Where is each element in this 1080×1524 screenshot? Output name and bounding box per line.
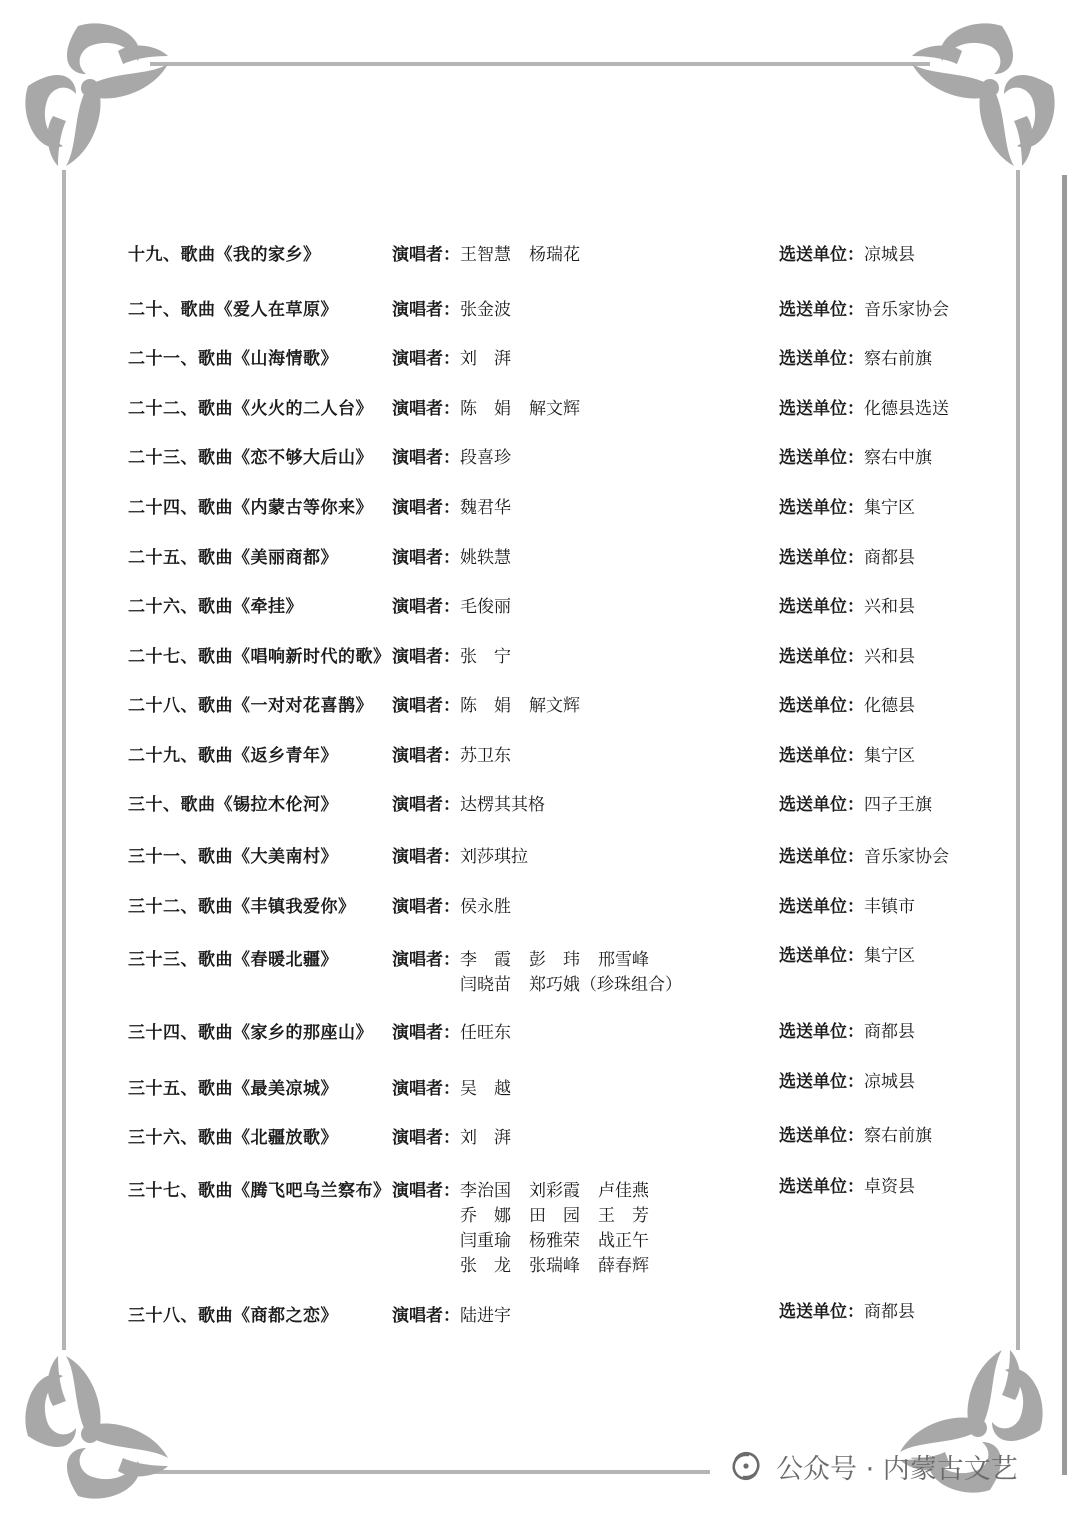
singer-label: 演唱者： xyxy=(392,548,460,568)
singer-names xyxy=(460,645,529,670)
singer-name: 段喜珍 xyxy=(460,448,511,468)
unit-field xyxy=(779,1300,915,1325)
unit-value: 凉城县 xyxy=(864,245,915,265)
unit-field xyxy=(779,1124,932,1149)
unit-field xyxy=(779,496,915,521)
singer-label: 演唱者： xyxy=(392,448,460,468)
singer-label: 演唱者： xyxy=(392,950,460,970)
unit-field xyxy=(779,694,915,719)
program-title: 三十六、歌曲《北疆放歌》 xyxy=(128,1128,338,1148)
unit-label: 选送单位： xyxy=(779,1302,864,1322)
program-title: 二十六、歌曲《牵挂》 xyxy=(128,597,303,617)
singer-name: 苏卫东 xyxy=(460,746,511,766)
unit-value: 音乐家协会 xyxy=(864,847,949,867)
unit-field xyxy=(779,744,915,769)
singer-name: 杨瑞花 xyxy=(529,245,580,265)
program-title: 三十七、歌曲《腾飞吧乌兰察布》 xyxy=(128,1181,391,1201)
singer-label: 演唱者： xyxy=(392,1181,460,1201)
singer-name: 刘彩霞 xyxy=(529,1181,580,1201)
program-title: 二十三、歌曲《恋不够大后山》 xyxy=(128,448,373,468)
singer-field xyxy=(392,1126,529,1151)
singer-name: 毛俊丽 xyxy=(460,597,511,617)
singer-names xyxy=(460,1077,529,1102)
singer-names xyxy=(460,595,529,620)
unit-value: 察右前旗 xyxy=(864,349,932,369)
singer-names xyxy=(460,845,546,870)
wechat-official-account-icon xyxy=(726,1449,766,1483)
singer-label: 演唱者： xyxy=(392,1306,460,1326)
watermark-text: 公众号 · 内蒙古文艺 xyxy=(776,1453,1018,1485)
program-title: 二十七、歌曲《唱响新时代的歌》 xyxy=(128,647,391,667)
singer-names xyxy=(460,496,529,521)
singer-name: 刘 湃 xyxy=(460,349,511,369)
singer-name: 张金波 xyxy=(460,300,511,320)
singer-name: 闫晓苗 xyxy=(460,975,511,995)
unit-field xyxy=(779,1175,915,1200)
program-title: 三十四、歌曲《家乡的那座山》 xyxy=(128,1023,373,1043)
singer-name: 陈 娟 xyxy=(460,399,511,419)
unit-label: 选送单位： xyxy=(779,245,864,265)
singer-field xyxy=(392,1304,529,1329)
frame-bottom-line xyxy=(150,1470,710,1474)
unit-value: 商都县 xyxy=(864,1302,915,1322)
frame-left-line xyxy=(62,170,66,1350)
program-title: 三十一、歌曲《大美南村》 xyxy=(128,847,338,867)
unit-label: 选送单位： xyxy=(779,349,864,369)
singer-name: 刘莎琪拉 xyxy=(460,847,528,867)
singer-field xyxy=(392,645,529,670)
singer-names xyxy=(460,948,700,998)
singer-name: 彭 玮 xyxy=(529,950,580,970)
program-title: 十九、歌曲《我的家乡》 xyxy=(128,245,321,265)
unit-value: 商都县 xyxy=(864,1022,915,1042)
unit-field xyxy=(779,298,949,323)
unit-label: 选送单位： xyxy=(779,448,864,468)
unit-value: 兴和县 xyxy=(864,647,915,667)
frame-right-line xyxy=(1016,170,1020,1350)
program-title: 三十、歌曲《锡拉木伦河》 xyxy=(128,795,338,815)
singer-name: 刘 湃 xyxy=(460,1128,511,1148)
unit-field xyxy=(779,595,915,620)
singer-name: 卢佳燕 xyxy=(598,1181,649,1201)
unit-field xyxy=(779,397,949,422)
unit-label: 选送单位： xyxy=(779,1126,864,1146)
singer-field xyxy=(392,744,529,769)
unit-label: 选送单位： xyxy=(779,1177,864,1197)
singer-label: 演唱者： xyxy=(392,897,460,917)
singer-name: 战正午 xyxy=(598,1231,649,1251)
program-title: 二十二、歌曲《火火的二人台》 xyxy=(128,399,373,419)
singer-name: 姚轶慧 xyxy=(460,548,511,568)
singer-field xyxy=(392,793,563,818)
singer-field xyxy=(392,298,529,323)
unit-field xyxy=(779,1020,915,1045)
program-title: 二十五、歌曲《美丽商都》 xyxy=(128,548,338,568)
unit-label: 选送单位： xyxy=(779,897,864,917)
unit-label: 选送单位： xyxy=(779,795,864,815)
singer-name: 王 芳 xyxy=(598,1206,649,1226)
unit-label: 选送单位： xyxy=(779,696,864,716)
unit-label: 选送单位： xyxy=(779,847,864,867)
singer-label: 演唱者： xyxy=(392,300,460,320)
unit-value: 兴和县 xyxy=(864,597,915,617)
program-title: 二十九、歌曲《返乡青年》 xyxy=(128,746,338,766)
singer-name: 陈 娟 xyxy=(460,696,511,716)
unit-field xyxy=(779,1070,915,1095)
unit-label: 选送单位： xyxy=(779,597,864,617)
unit-value: 商都县 xyxy=(864,548,915,568)
unit-value: 音乐家协会 xyxy=(864,300,949,320)
unit-label: 选送单位： xyxy=(779,946,864,966)
unit-field xyxy=(779,845,949,870)
singer-field xyxy=(392,546,529,571)
singer-name: 张瑞峰 xyxy=(529,1256,580,1276)
unit-value: 化德县 xyxy=(864,696,915,716)
unit-value: 集宁区 xyxy=(864,498,915,518)
singer-names xyxy=(460,546,529,571)
unit-label: 选送单位： xyxy=(779,746,864,766)
singer-label: 演唱者： xyxy=(392,349,460,369)
singer-name: 田 园 xyxy=(529,1206,580,1226)
singer-name: 解文辉 xyxy=(529,696,580,716)
singer-names xyxy=(460,694,598,719)
singer-name: 张 宁 xyxy=(460,647,511,667)
singer-label: 演唱者： xyxy=(392,1023,460,1043)
singer-field xyxy=(392,1021,529,1046)
singer-label: 演唱者： xyxy=(392,746,460,766)
singer-names xyxy=(460,243,598,268)
singer-field xyxy=(392,595,529,620)
singer-name: 邢雪峰 xyxy=(598,950,649,970)
singer-name: 解文辉 xyxy=(529,399,580,419)
unit-label: 选送单位： xyxy=(779,548,864,568)
corner-ornament-top-right xyxy=(902,16,1062,186)
unit-label: 选送单位： xyxy=(779,1022,864,1042)
singer-name: 张 龙 xyxy=(460,1256,511,1276)
singer-name: 魏君华 xyxy=(460,498,511,518)
singer-names xyxy=(460,298,529,323)
unit-value: 凉城县 xyxy=(864,1072,915,1092)
singer-name: 郑巧娥（珍珠组合） xyxy=(529,975,682,995)
singer-field xyxy=(392,845,546,870)
singer-field xyxy=(392,1179,667,1279)
singer-field xyxy=(392,347,529,372)
unit-field xyxy=(779,446,932,471)
program-title: 二十一、歌曲《山海情歌》 xyxy=(128,349,338,369)
singer-name: 达楞其其格 xyxy=(460,795,545,815)
singer-name: 薛春辉 xyxy=(598,1256,649,1276)
singer-names xyxy=(460,1126,529,1151)
singer-names xyxy=(460,744,529,769)
singer-name: 侯永胜 xyxy=(460,897,511,917)
singer-names xyxy=(460,1179,667,1279)
unit-field xyxy=(779,895,915,920)
corner-ornament-top-left xyxy=(18,16,178,186)
unit-label: 选送单位： xyxy=(779,647,864,667)
singer-name: 李 霞 xyxy=(460,950,511,970)
singer-name: 李治国 xyxy=(460,1181,511,1201)
unit-value: 丰镇市 xyxy=(864,897,915,917)
unit-field xyxy=(779,347,932,372)
unit-field xyxy=(779,645,915,670)
program-title: 三十八、歌曲《商都之恋》 xyxy=(128,1306,338,1326)
unit-value: 察右中旗 xyxy=(864,448,932,468)
singer-name: 陆进宇 xyxy=(460,1306,511,1326)
singer-name: 任旺东 xyxy=(460,1023,511,1043)
unit-value: 化德县选送 xyxy=(864,399,949,419)
singer-label: 演唱者： xyxy=(392,498,460,518)
frame-right-outer-line xyxy=(1062,175,1067,1475)
singer-names xyxy=(460,793,563,818)
singer-names xyxy=(460,397,598,422)
corner-ornament-bottom-left xyxy=(18,1336,178,1506)
singer-names xyxy=(460,446,529,471)
singer-name: 王智慧 xyxy=(460,245,511,265)
singer-name: 杨雅荣 xyxy=(529,1231,580,1251)
singer-name: 吴 越 xyxy=(460,1079,511,1099)
singer-label: 演唱者： xyxy=(392,647,460,667)
singer-name: 闫重瑜 xyxy=(460,1231,511,1251)
singer-label: 演唱者： xyxy=(392,1079,460,1099)
singer-field xyxy=(392,397,598,422)
singer-label: 演唱者： xyxy=(392,245,460,265)
program-title: 二十四、歌曲《内蒙古等你来》 xyxy=(128,498,373,518)
unit-label: 选送单位： xyxy=(779,1072,864,1092)
unit-value: 卓资县 xyxy=(864,1177,915,1197)
singer-label: 演唱者： xyxy=(392,1128,460,1148)
singer-field xyxy=(392,243,598,268)
unit-value: 四子王旗 xyxy=(864,795,932,815)
unit-field xyxy=(779,793,932,818)
singer-names xyxy=(460,347,529,372)
unit-value: 察右前旗 xyxy=(864,1126,932,1146)
program-title: 三十五、歌曲《最美凉城》 xyxy=(128,1079,338,1099)
singer-label: 演唱者： xyxy=(392,847,460,867)
singer-field xyxy=(392,895,529,920)
singer-names xyxy=(460,1021,529,1046)
singer-label: 演唱者： xyxy=(392,795,460,815)
watermark xyxy=(726,1444,1018,1488)
program-title: 三十二、歌曲《丰镇我爱你》 xyxy=(128,897,356,917)
singer-name: 乔 娜 xyxy=(460,1206,511,1226)
unit-field xyxy=(779,243,915,268)
program-title: 三十三、歌曲《春暖北疆》 xyxy=(128,950,338,970)
unit-label: 选送单位： xyxy=(779,300,864,320)
singer-field xyxy=(392,1077,529,1102)
unit-label: 选送单位： xyxy=(779,498,864,518)
program-title: 二十、歌曲《爱人在草原》 xyxy=(128,300,338,320)
unit-label: 选送单位： xyxy=(779,399,864,419)
unit-field xyxy=(779,546,915,571)
program-title: 二十八、歌曲《一对对花喜鹊》 xyxy=(128,696,373,716)
singer-field xyxy=(392,948,700,998)
singer-names xyxy=(460,1304,529,1329)
singer-field xyxy=(392,446,529,471)
singer-label: 演唱者： xyxy=(392,597,460,617)
unit-value: 集宁区 xyxy=(864,946,915,966)
unit-field xyxy=(779,944,915,969)
singer-label: 演唱者： xyxy=(392,696,460,716)
unit-value: 集宁区 xyxy=(864,746,915,766)
singer-field xyxy=(392,496,529,521)
singer-names xyxy=(460,895,529,920)
singer-field xyxy=(392,694,598,719)
frame-top-line xyxy=(150,62,930,66)
singer-label: 演唱者： xyxy=(392,399,460,419)
